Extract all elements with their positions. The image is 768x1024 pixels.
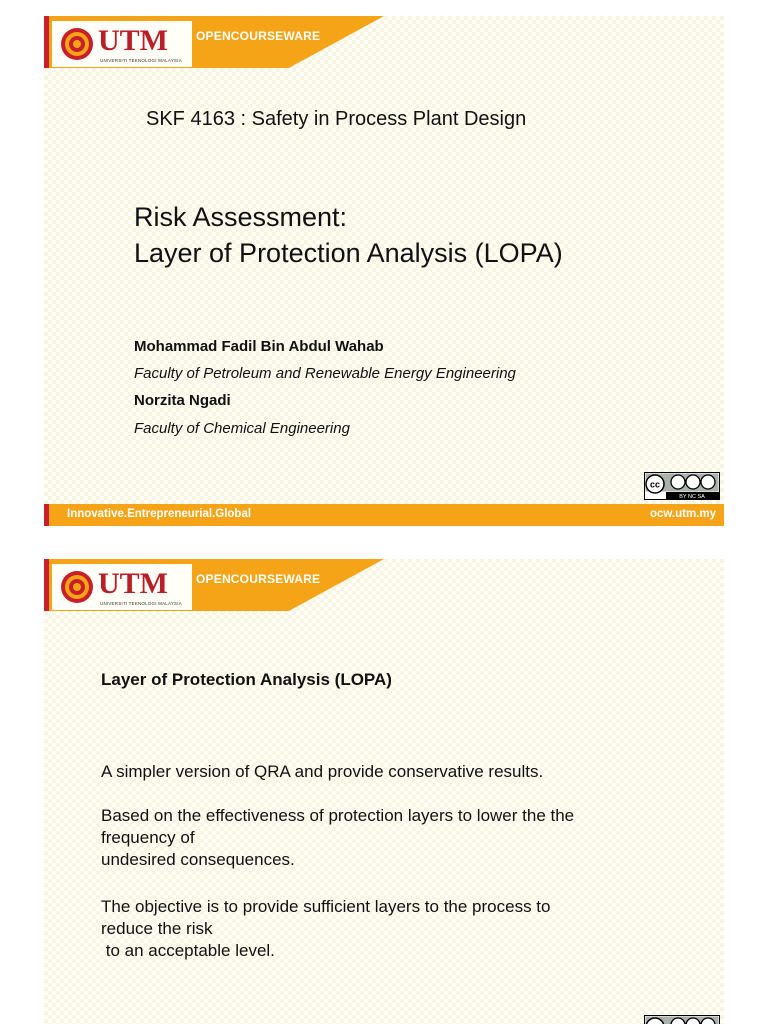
author-name: Norzita Ngadi (134, 392, 231, 409)
course-title: SKF 4163 : Safety in Process Plant Design (146, 108, 527, 130)
utm-seal-icon (60, 27, 94, 61)
author-name: Mohammad Fadil Bin Abdul Wahab (134, 338, 384, 355)
header-accent-bar (44, 559, 49, 611)
paragraph-line: Based on the effectiveness of protection layers to lower the the (101, 806, 575, 825)
footer-url[interactable]: ocw.utm.my (649, 508, 716, 520)
logo-subtext: UNIVERSITI TEKNOLOGI MALAYSIA (100, 601, 182, 606)
utm-logo (52, 564, 192, 610)
header-accent-bar (44, 16, 49, 68)
svg-text:cc: cc (649, 479, 661, 490)
author-affiliation: Faculty of Petroleum and Renewable Energy Engineering (134, 365, 516, 382)
title-line-2: Layer of Protection Analysis (LOPA) (134, 238, 563, 268)
license-badge-text: BY NC SA (679, 494, 705, 500)
slide-2 (44, 559, 724, 1024)
paragraph (101, 761, 661, 783)
paragraph-line: The objective is to provide sufficient layers to the process to (101, 897, 551, 916)
paragraph-line: frequency of (101, 828, 195, 847)
logo-text: UTM (98, 567, 168, 600)
paragraph-line: reduce the risk (101, 919, 213, 938)
footer-tagline: Innovative.Entrepreneurial.Global (67, 508, 252, 520)
paragraph (101, 805, 661, 871)
title-line-1: Risk Assessment: (134, 202, 348, 232)
paragraph-line: to an acceptable level. (101, 941, 275, 960)
slide-1 (44, 16, 724, 526)
footer-accent-bar (44, 504, 49, 526)
logo-subtext: UNIVERSITI TEKNOLOGI MALAYSIA (100, 58, 182, 63)
paragraph-line: A simpler version of QRA and provide conservative results. (101, 762, 544, 781)
opencourseware-label: OPENCOURSEWARE (196, 572, 321, 586)
paragraph-line: undesired consequences. (101, 850, 295, 869)
logo-text: UTM (98, 24, 168, 57)
creative-commons-icon (644, 472, 720, 500)
utm-logo (52, 21, 192, 67)
slide-header (44, 559, 384, 611)
slide-title (134, 199, 563, 271)
slide-footer (44, 504, 724, 526)
creative-commons-icon (644, 1015, 720, 1024)
utm-seal-icon (60, 570, 94, 604)
author-affiliation: Faculty of Chemical Engineering (134, 420, 350, 437)
opencourseware-label: OPENCOURSEWARE (196, 29, 321, 43)
slide-header (44, 16, 384, 68)
slide-heading: Layer of Protection Analysis (LOPA) (101, 670, 392, 689)
paragraph (101, 896, 661, 962)
